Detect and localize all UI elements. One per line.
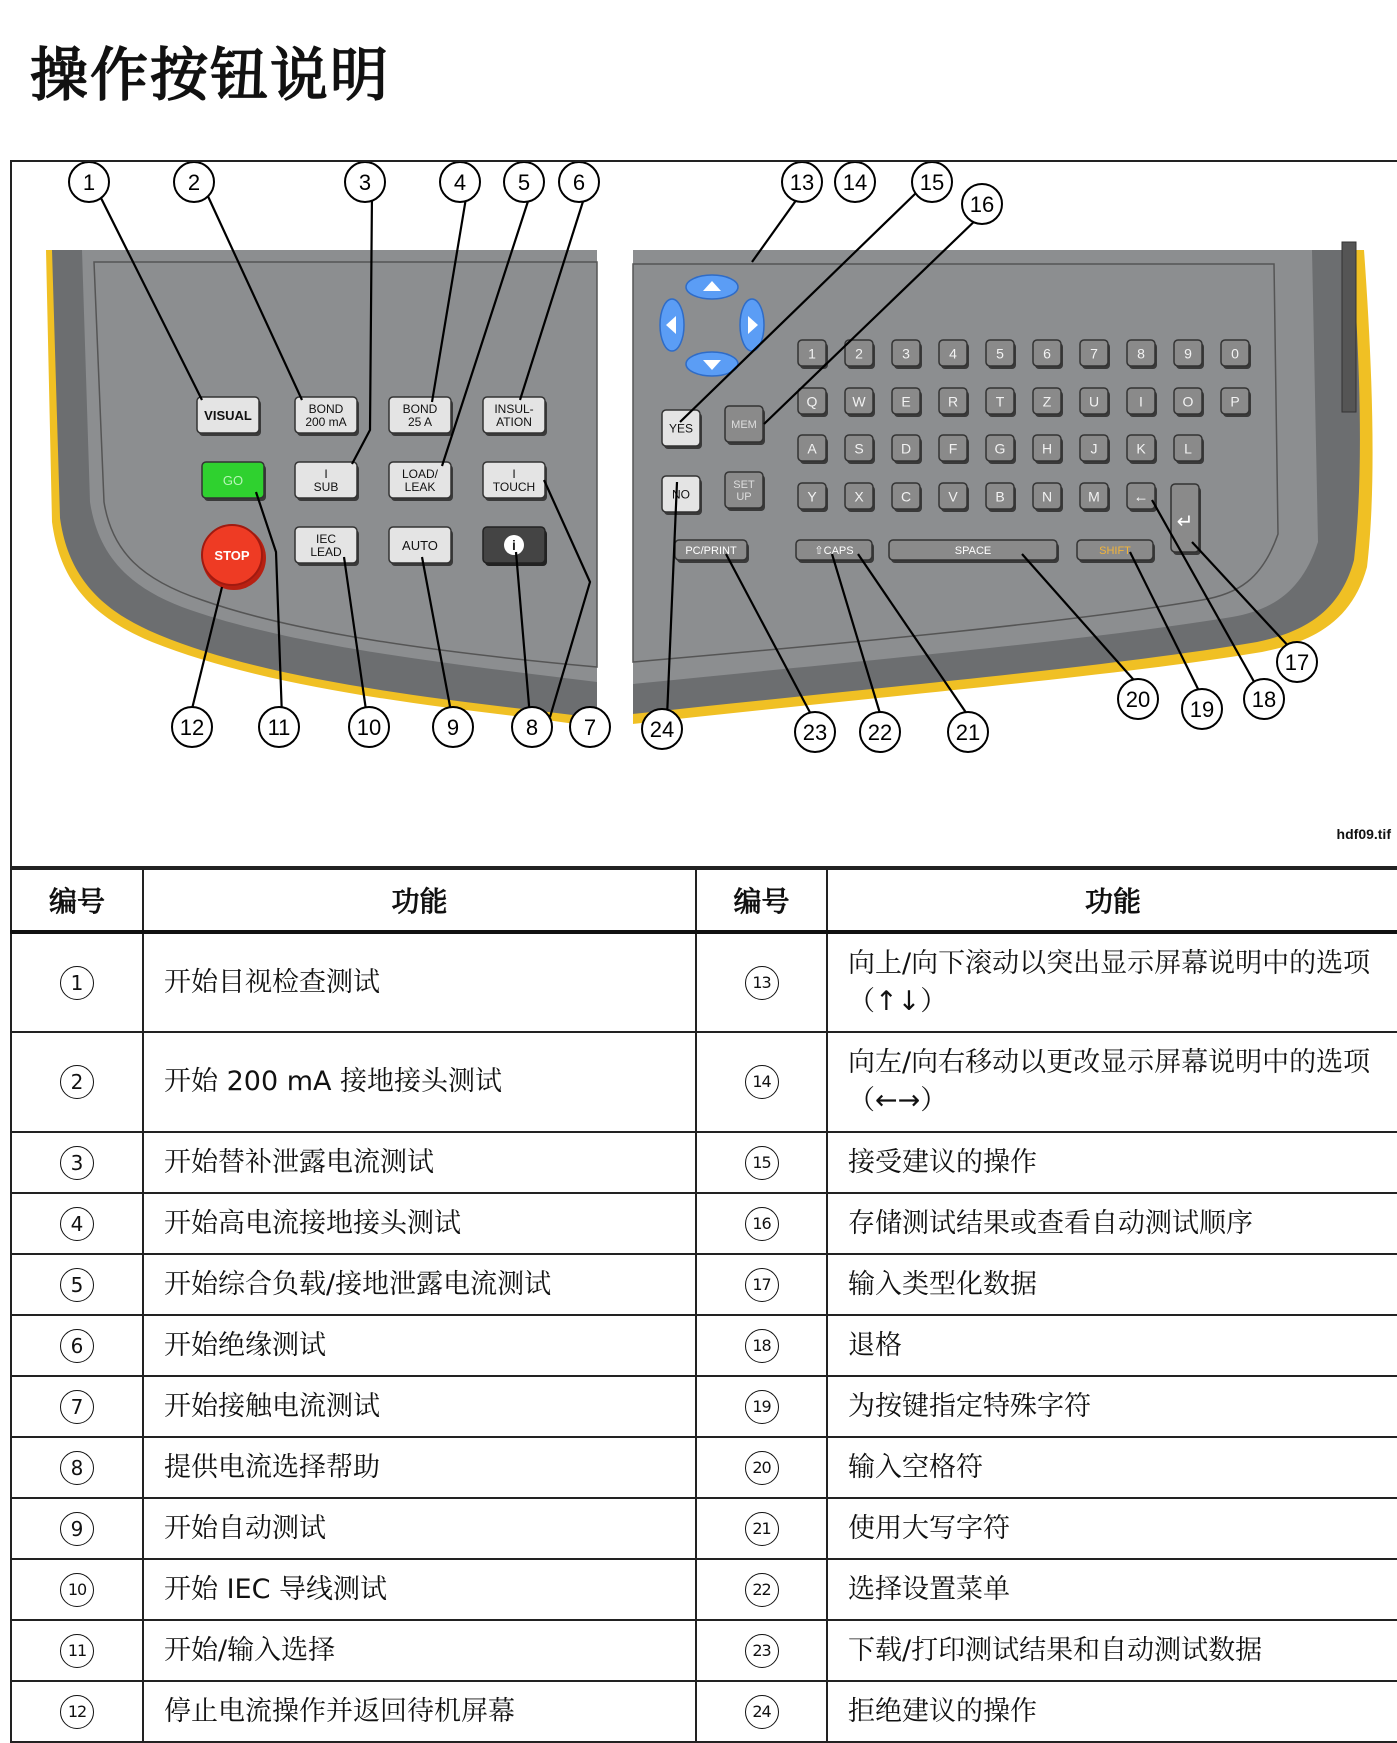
space-key-label: SPACE xyxy=(954,545,992,558)
row-number-left xyxy=(11,1498,143,1559)
visual-key[interactable] xyxy=(197,397,261,436)
callout-label: 15 xyxy=(919,170,945,195)
row-number-right xyxy=(696,1315,827,1376)
callout-label: 16 xyxy=(969,192,995,217)
row-function-left: 停止电流操作并返回待机屏幕 xyxy=(143,1681,696,1742)
row-number-left xyxy=(11,1620,143,1681)
circled-number: 1 xyxy=(60,966,94,1000)
key-x[interactable] xyxy=(845,483,875,512)
key-c[interactable] xyxy=(892,483,922,512)
i-sub-key[interactable] xyxy=(295,462,359,501)
key-9-label: 9 xyxy=(1184,345,1192,362)
table-row xyxy=(11,1032,1397,1132)
callout-label: 6 xyxy=(572,170,586,195)
figure-id: hdf09.tif xyxy=(1336,826,1391,842)
col-header-function-2: 功能 xyxy=(827,869,1397,932)
key-q[interactable] xyxy=(798,388,828,417)
row-number-right xyxy=(696,1193,827,1254)
setup-key-label-1: SET xyxy=(733,479,755,491)
row-function-right: 输入类型化数据 xyxy=(827,1254,1397,1315)
callout-1 xyxy=(69,162,109,202)
callout-label: 17 xyxy=(1284,650,1310,675)
pc-print-key[interactable] xyxy=(675,540,749,563)
key-5-label: 5 xyxy=(996,345,1004,362)
iec-lead-key-label-1: IEC xyxy=(315,532,337,546)
key-i-label: I xyxy=(1139,393,1143,410)
go-key-label: GO xyxy=(222,472,244,488)
callout-17 xyxy=(1277,642,1317,682)
callout-label: 20 xyxy=(1125,687,1151,712)
bond-25a-key-label-2: 25 A xyxy=(407,415,433,429)
table-row xyxy=(11,1315,1397,1376)
enter-icon: ↵ xyxy=(1176,511,1194,533)
pc-print-key-label: PC/PRINT xyxy=(685,545,737,558)
callout-label: 19 xyxy=(1189,697,1215,722)
row-function-right: 使用大写字符 xyxy=(827,1498,1397,1559)
row-number-right xyxy=(696,1032,827,1132)
circled-number: 16 xyxy=(745,1207,779,1241)
key-e-label: E xyxy=(901,393,911,410)
backspace-key[interactable] xyxy=(1127,483,1157,512)
function-table xyxy=(10,868,1397,1743)
row-function-right: 向左/向右移动以更改显示屏幕说明中的选项（←→） xyxy=(827,1032,1397,1132)
row-function-right: 输入空格符 xyxy=(827,1437,1397,1498)
i-touch-key-label-1: I xyxy=(512,467,516,481)
row-number-right xyxy=(696,1559,827,1620)
key-a[interactable] xyxy=(798,435,828,464)
load-leak-key-label-2: LEAK xyxy=(404,480,436,494)
row-number-left xyxy=(11,1681,143,1742)
key-j-label: J xyxy=(1090,440,1098,457)
circled-number: 8 xyxy=(60,1451,94,1485)
key-6-label: 6 xyxy=(1043,345,1051,362)
page-title: 操作按钮说明 xyxy=(30,41,391,109)
callout-label: 22 xyxy=(867,720,893,745)
key-y-label: Y xyxy=(807,488,817,505)
row-number-right xyxy=(696,1437,827,1498)
row-number-left xyxy=(11,1132,143,1193)
no-key-label: NO xyxy=(672,487,690,502)
key-d-label: D xyxy=(900,440,912,457)
auto-key-label: AUTO xyxy=(402,537,438,553)
table-row xyxy=(11,1620,1397,1681)
callout-24 xyxy=(642,709,682,749)
bond-25a-key-label-1: BOND xyxy=(402,402,438,416)
row-function-right: 接受建议的操作 xyxy=(827,1132,1397,1193)
col-header-function: 功能 xyxy=(143,869,696,932)
info-key-label: i xyxy=(512,537,516,553)
key-0[interactable] xyxy=(1221,340,1251,369)
key-b-label: B xyxy=(995,488,1005,505)
callout-21 xyxy=(948,712,988,752)
callout-label: 1 xyxy=(82,170,96,195)
key-o[interactable] xyxy=(1174,388,1204,417)
key-1[interactable] xyxy=(798,340,828,369)
row-function-right: 退格 xyxy=(827,1315,1397,1376)
row-function-left: 开始目视检查测试 xyxy=(143,932,696,1032)
key-m[interactable] xyxy=(1080,483,1110,512)
row-number-right xyxy=(696,932,827,1032)
key-5[interactable] xyxy=(986,340,1016,369)
key-r-label: R xyxy=(947,393,959,410)
key-f[interactable] xyxy=(939,435,969,464)
table-row xyxy=(11,1193,1397,1254)
callout-label: 9 xyxy=(446,715,460,740)
callout-4 xyxy=(440,162,480,202)
table-row xyxy=(11,1681,1397,1742)
row-number-right xyxy=(696,1132,827,1193)
callout-label: 11 xyxy=(267,715,291,740)
i-touch-key[interactable] xyxy=(483,462,547,501)
circled-number: 14 xyxy=(745,1065,779,1099)
key-m-label: M xyxy=(1088,488,1100,505)
row-number-right xyxy=(696,1376,827,1437)
key-t[interactable] xyxy=(986,388,1016,417)
caps-key-label: ⇧CAPS xyxy=(814,545,854,558)
circled-number: 11 xyxy=(60,1634,94,1668)
auto-key[interactable] xyxy=(389,527,453,566)
row-function-left: 开始综合负载/接地泄露电流测试 xyxy=(143,1254,696,1315)
row-number-left xyxy=(11,1376,143,1437)
key-7[interactable] xyxy=(1080,340,1110,369)
key-2[interactable] xyxy=(845,340,875,369)
callout-label: 21 xyxy=(955,720,981,745)
load-leak-key[interactable] xyxy=(389,462,453,501)
callout-20 xyxy=(1118,679,1158,719)
key-s-label: S xyxy=(854,440,864,457)
circled-number: 17 xyxy=(745,1268,779,1302)
mem-key[interactable] xyxy=(725,406,765,445)
setup-key[interactable] xyxy=(725,472,765,511)
key-g-label: G xyxy=(994,440,1006,457)
i-touch-key-label-2: TOUCH xyxy=(492,480,536,494)
info-key[interactable] xyxy=(483,527,547,566)
iec-lead-key[interactable] xyxy=(295,527,359,566)
row-function-left: 开始自动测试 xyxy=(143,1498,696,1559)
key-u[interactable] xyxy=(1080,388,1110,417)
key-y[interactable] xyxy=(798,483,828,512)
callout-15 xyxy=(912,162,952,202)
key-v-label: V xyxy=(948,488,958,505)
key-z[interactable] xyxy=(1033,388,1063,417)
callout-9 xyxy=(433,707,473,747)
row-function-right: 下载/打印测试结果和自动测试数据 xyxy=(827,1620,1397,1681)
yes-key-label: YES xyxy=(668,421,694,436)
callout-label: 3 xyxy=(358,170,372,195)
key-n[interactable] xyxy=(1033,483,1063,512)
key-7-label: 7 xyxy=(1090,345,1098,362)
circled-number: 5 xyxy=(60,1268,94,1302)
row-function-right: 拒绝建议的操作 xyxy=(827,1681,1397,1742)
col-header-number: 编号 xyxy=(11,869,143,932)
table-row xyxy=(11,1132,1397,1193)
row-number-left xyxy=(11,1559,143,1620)
callout-16 xyxy=(962,184,1002,224)
panel-diagram xyxy=(10,160,1397,868)
i-sub-key-label-1: I xyxy=(324,467,328,481)
table-row xyxy=(11,1254,1397,1315)
bond-25a-key[interactable] xyxy=(389,397,453,436)
callout-3 xyxy=(345,162,385,202)
callout-label: 5 xyxy=(517,170,531,195)
circled-number: 21 xyxy=(745,1512,779,1546)
key-b[interactable] xyxy=(986,483,1016,512)
callout-22 xyxy=(860,712,900,752)
row-number-left xyxy=(11,932,143,1032)
row-function-right: 向上/向下滚动以突出显示屏幕说明中的选项（↑↓） xyxy=(827,932,1397,1032)
callout-7 xyxy=(570,707,610,747)
row-function-left: 开始 200 mA 接地接头测试 xyxy=(143,1032,696,1132)
key-4-label: 4 xyxy=(949,345,957,362)
row-number-right xyxy=(696,1620,827,1681)
key-d[interactable] xyxy=(892,435,922,464)
row-function-left: 提供电流选择帮助 xyxy=(143,1437,696,1498)
circled-number: 9 xyxy=(60,1512,94,1546)
key-u-label: U xyxy=(1088,393,1100,410)
key-p[interactable] xyxy=(1221,388,1251,417)
key-6[interactable] xyxy=(1033,340,1063,369)
key-g[interactable] xyxy=(986,435,1016,464)
key-j[interactable] xyxy=(1080,435,1110,464)
callout-label: 13 xyxy=(789,170,815,195)
circled-number: 22 xyxy=(745,1573,779,1607)
key-w-label: W xyxy=(852,393,866,410)
callout-10 xyxy=(349,707,389,747)
callout-14 xyxy=(835,162,875,202)
key-o-label: O xyxy=(1182,393,1194,410)
row-number-left xyxy=(11,1315,143,1376)
row-function-left: 开始高电流接地接头测试 xyxy=(143,1193,696,1254)
callout-11 xyxy=(259,707,299,747)
mem-key-label: MEM xyxy=(731,419,757,432)
callout-label: 14 xyxy=(842,170,868,195)
bond-200ma-key[interactable] xyxy=(295,397,359,436)
key-i[interactable] xyxy=(1127,388,1157,417)
insulation-key-label-2: ATION xyxy=(496,415,532,429)
backspace-key-label: ← xyxy=(1133,488,1149,506)
shift-key-label: SHIFT xyxy=(1099,545,1131,558)
row-function-left: 开始绝缘测试 xyxy=(143,1315,696,1376)
key-9[interactable] xyxy=(1174,340,1204,369)
callout-6 xyxy=(559,162,599,202)
setup-key-label-2: UP xyxy=(736,491,752,503)
callout-label: 23 xyxy=(802,720,828,745)
circled-number: 2 xyxy=(60,1065,94,1099)
row-function-right: 存储测试结果或查看自动测试顺序 xyxy=(827,1193,1397,1254)
circled-number: 23 xyxy=(745,1634,779,1668)
key-n-label: N xyxy=(1041,488,1053,505)
col-header-number-2: 编号 xyxy=(696,869,827,932)
i-sub-key-label-2: SUB xyxy=(313,480,339,494)
shift-key[interactable] xyxy=(1077,540,1155,563)
row-number-right xyxy=(696,1498,827,1559)
key-x-label: X xyxy=(854,488,864,505)
row-function-right: 选择设置菜单 xyxy=(827,1559,1397,1620)
circled-number: 7 xyxy=(60,1390,94,1424)
circled-number: 6 xyxy=(60,1329,94,1363)
circled-number: 10 xyxy=(60,1573,94,1607)
key-k-label: K xyxy=(1136,440,1146,457)
callout-label: 24 xyxy=(649,717,675,742)
row-function-right: 为按键指定特殊字符 xyxy=(827,1376,1397,1437)
load-leak-key-label-1: LOAD/ xyxy=(401,467,439,481)
callout-label: 18 xyxy=(1251,687,1277,712)
key-3-label: 3 xyxy=(902,345,910,362)
circled-number: 4 xyxy=(60,1207,94,1241)
key-h[interactable] xyxy=(1033,435,1063,464)
key-l-label: L xyxy=(1184,440,1192,457)
key-z-label: Z xyxy=(1042,393,1052,410)
row-number-left xyxy=(11,1032,143,1132)
bond-200ma-key-label-1: BOND xyxy=(308,402,344,416)
row-number-left xyxy=(11,1193,143,1254)
callout-label: 10 xyxy=(356,715,382,740)
no-key[interactable] xyxy=(662,476,702,515)
callout-label: 12 xyxy=(179,715,205,740)
table-row xyxy=(11,932,1397,1032)
yes-key[interactable] xyxy=(662,410,702,449)
row-number-right xyxy=(696,1681,827,1742)
key-e[interactable] xyxy=(892,388,922,417)
key-w[interactable] xyxy=(845,388,875,417)
key-q-label: Q xyxy=(806,393,818,410)
key-t-label: T xyxy=(995,393,1005,410)
key-l[interactable] xyxy=(1174,435,1204,464)
stop-key-label: STOP xyxy=(214,548,250,563)
circled-number: 15 xyxy=(745,1146,779,1180)
circled-number: 18 xyxy=(745,1329,779,1363)
callout-label: 7 xyxy=(583,715,597,740)
callout-5 xyxy=(504,162,544,202)
insulation-key[interactable] xyxy=(483,397,547,436)
table-row xyxy=(11,1498,1397,1559)
callout-23 xyxy=(795,712,835,752)
iec-lead-key-label-2: LEAD xyxy=(310,545,342,559)
callout-2 xyxy=(174,162,214,202)
circled-number: 12 xyxy=(60,1695,94,1729)
callout-12 xyxy=(172,707,212,747)
enter-key[interactable] xyxy=(1171,484,1201,555)
table-row xyxy=(11,1437,1397,1498)
key-k[interactable] xyxy=(1127,435,1157,464)
key-3[interactable] xyxy=(892,340,922,369)
circled-number: 3 xyxy=(60,1146,94,1180)
key-v[interactable] xyxy=(939,483,969,512)
key-8-label: 8 xyxy=(1137,345,1145,362)
key-r[interactable] xyxy=(939,388,969,417)
key-2-label: 2 xyxy=(855,345,863,362)
row-function-left: 开始/输入选择 xyxy=(143,1620,696,1681)
row-function-left: 开始替补泄露电流测试 xyxy=(143,1132,696,1193)
callout-18 xyxy=(1244,679,1284,719)
space-key[interactable] xyxy=(889,540,1059,563)
key-c-label: C xyxy=(900,488,912,505)
row-number-left xyxy=(11,1254,143,1315)
callout-label: 2 xyxy=(187,170,201,195)
table-row xyxy=(11,1559,1397,1620)
callout-label: 8 xyxy=(525,715,539,740)
table-header-row xyxy=(11,869,1397,932)
key-a-label: A xyxy=(807,440,817,457)
insulation-key-label-1: INSUL- xyxy=(494,402,534,416)
row-number-right xyxy=(696,1254,827,1315)
key-1-label: 1 xyxy=(808,345,816,362)
key-0-label: 0 xyxy=(1231,345,1239,362)
row-number-left xyxy=(11,1437,143,1498)
row-function-left: 开始接触电流测试 xyxy=(143,1376,696,1437)
callout-13 xyxy=(782,162,822,202)
key-4[interactable] xyxy=(939,340,969,369)
bond-200ma-key-label-2: 200 mA xyxy=(305,415,347,429)
callout-19 xyxy=(1182,689,1222,729)
key-p-label: P xyxy=(1230,393,1240,410)
key-f-label: F xyxy=(948,440,958,457)
circled-number: 24 xyxy=(745,1695,779,1729)
key-8[interactable] xyxy=(1127,340,1157,369)
row-function-left: 开始 IEC 导线测试 xyxy=(143,1559,696,1620)
visual-key-label: VISUAL xyxy=(204,407,252,423)
key-s[interactable] xyxy=(845,435,875,464)
key-h-label: H xyxy=(1041,440,1053,457)
callout-label: 4 xyxy=(453,170,467,195)
circled-number: 13 xyxy=(745,966,779,1000)
circled-number: 20 xyxy=(745,1451,779,1485)
table-row xyxy=(11,1376,1397,1437)
circled-number: 19 xyxy=(745,1390,779,1424)
callout-8 xyxy=(512,707,552,747)
